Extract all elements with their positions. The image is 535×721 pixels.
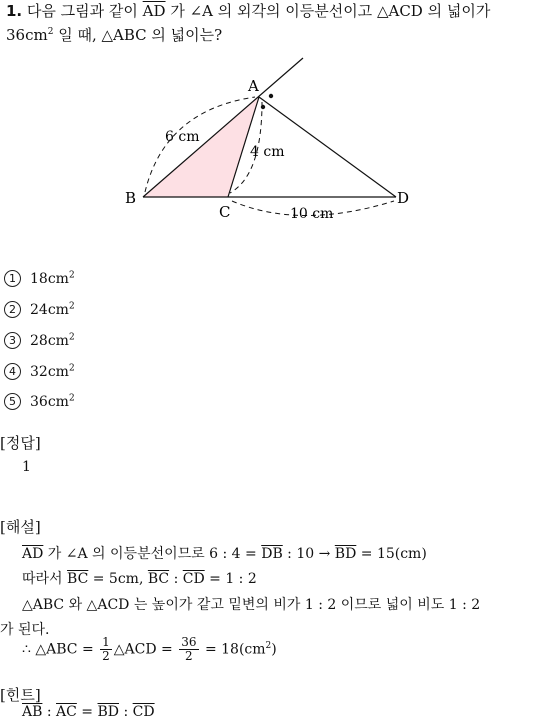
superscript: 2 bbox=[68, 363, 75, 374]
solution-text: = 18(cm bbox=[200, 641, 266, 658]
option-2[interactable] bbox=[4, 301, 75, 318]
segment-DB: $\overline{DB}$ bbox=[261, 546, 283, 562]
label-A: A bbox=[248, 77, 259, 95]
solution-text: = 5cm, bbox=[88, 571, 148, 587]
solution-text: = 1 : 2 bbox=[204, 571, 257, 587]
triangle-figure bbox=[0, 0, 535, 240]
superscript: 2 bbox=[68, 301, 75, 312]
hint-text: : bbox=[119, 704, 133, 720]
label-4cm: 4 cm bbox=[250, 144, 285, 160]
label-B: B bbox=[125, 189, 137, 207]
numerator: 36 bbox=[181, 635, 197, 649]
angle-mark-dot bbox=[261, 105, 265, 109]
option-4[interactable] bbox=[4, 363, 75, 380]
solution-line-2 bbox=[22, 568, 257, 588]
question-text: 가 ∠A 의 외각의 이등분선이고 △ACD 의 넓이가 bbox=[170, 2, 491, 20]
segment-AD: $\overline{AD}$ bbox=[22, 546, 44, 562]
numerator: 1 bbox=[102, 635, 110, 649]
option-number-icon: 5 bbox=[4, 393, 21, 410]
superscript: 2 bbox=[68, 332, 75, 343]
option-5[interactable] bbox=[4, 393, 75, 410]
hint-line bbox=[22, 704, 155, 720]
segment-AC: $\overline{AC}$ bbox=[56, 704, 77, 720]
solution-text: 따라서 bbox=[22, 571, 68, 587]
segment-AB: $\overline{AB}$ bbox=[22, 704, 43, 720]
label-C: C bbox=[219, 203, 231, 221]
option-number-icon: 1 bbox=[4, 270, 21, 287]
segment-BC: $\overline{BC}$ bbox=[67, 571, 89, 587]
superscript: 2 bbox=[265, 640, 272, 651]
solution-text: ∴ △ABC = bbox=[22, 641, 99, 658]
option-value: 28cm bbox=[30, 333, 69, 349]
segment-BD: $\overline{BD}$ bbox=[97, 704, 120, 720]
label-10cm: 10 cm bbox=[290, 206, 334, 222]
answer-value: 1 bbox=[22, 459, 31, 475]
answer-header: [정답] bbox=[0, 434, 41, 452]
hint-text: : bbox=[42, 704, 57, 720]
hint-header: [힌트] bbox=[0, 686, 41, 704]
question-text: 36cm bbox=[6, 26, 48, 44]
question-number: 1. bbox=[6, 2, 23, 20]
solution-text: : bbox=[169, 571, 183, 587]
solution-text: = 15(cm) bbox=[356, 546, 427, 562]
option-value: 24cm bbox=[30, 302, 69, 318]
solution-text: △ACD = bbox=[113, 641, 178, 658]
denominator: 2 bbox=[102, 649, 110, 663]
option-number-icon: 4 bbox=[4, 363, 21, 380]
solution-header: [해설] bbox=[0, 518, 41, 536]
segment-BD: $\overline{BD}$ bbox=[334, 546, 357, 562]
denominator: 2 bbox=[185, 649, 193, 663]
solution-line-4: 가 된다. bbox=[0, 622, 50, 638]
label-D: D bbox=[397, 189, 410, 207]
segment-CD: $\overline{CD}$ bbox=[182, 571, 205, 587]
angle-mark-dot bbox=[269, 94, 273, 98]
hint-text: = bbox=[76, 704, 98, 720]
segment-BC: $\overline{BC}$ bbox=[147, 571, 170, 587]
label-6cm: 6 cm bbox=[165, 129, 200, 145]
segment-AD: $\overline{AD}$ bbox=[142, 2, 166, 20]
option-number-icon: 2 bbox=[4, 301, 21, 318]
solution-line-3: △ABC 와 △ACD 는 높이가 같고 밑변의 비가 1 : 2 이므로 넓이 비도 1 : 2 bbox=[22, 597, 481, 613]
option-value: 32cm bbox=[30, 364, 69, 380]
fraction-1-2 bbox=[100, 636, 112, 663]
option-value: 18cm bbox=[30, 271, 69, 287]
superscript: 2 bbox=[47, 27, 54, 37]
solution-text: : 10 → bbox=[282, 546, 335, 562]
option-number-icon: 3 bbox=[4, 332, 21, 349]
superscript: 2 bbox=[68, 393, 75, 404]
fraction-36-2 bbox=[179, 636, 198, 663]
option-value: 36cm bbox=[30, 394, 69, 410]
solution-line-1 bbox=[22, 543, 427, 563]
segment-CD: $\overline{CD}$ bbox=[132, 704, 155, 720]
question-text: 다음 그림과 같이 bbox=[26, 2, 138, 20]
option-3[interactable] bbox=[4, 332, 75, 349]
solution-text: 가 ∠A 의 이등분선이므로 6 : 4 = bbox=[43, 546, 262, 562]
question-text: 일 때, △ABC 의 넓이는? bbox=[53, 26, 223, 44]
option-1[interactable] bbox=[4, 270, 75, 287]
solution-text: ) bbox=[271, 641, 277, 658]
solution-line-5 bbox=[22, 636, 277, 663]
superscript: 2 bbox=[68, 270, 75, 281]
